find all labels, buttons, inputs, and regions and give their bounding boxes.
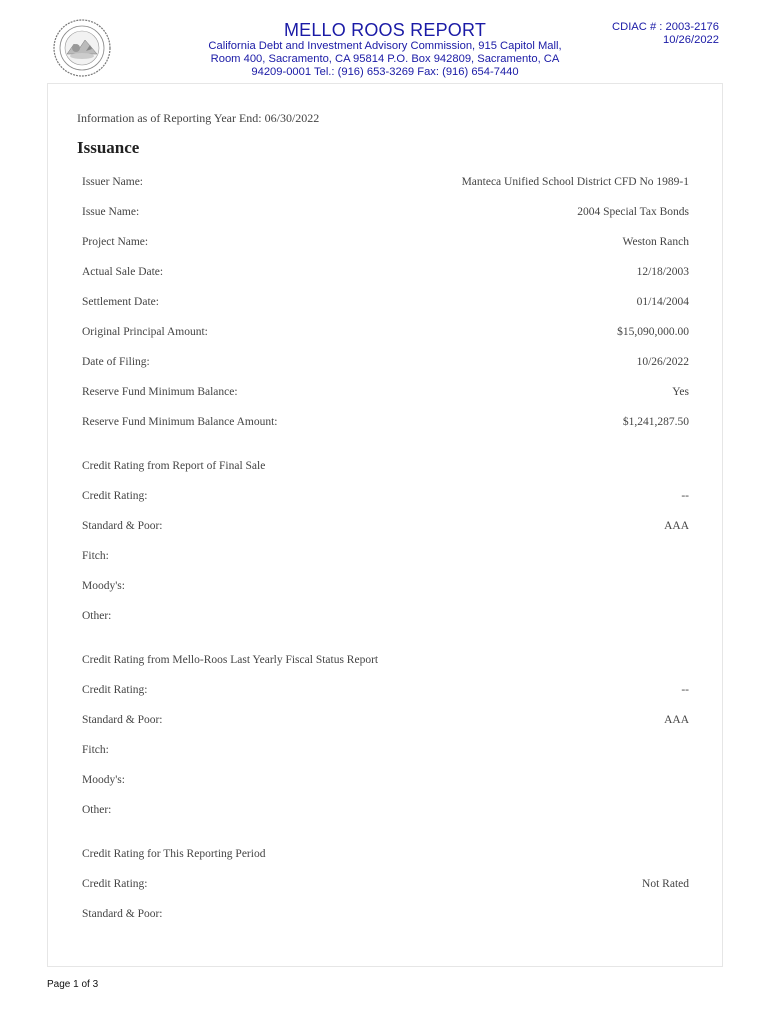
field-label: Fitch: bbox=[82, 744, 109, 756]
field-label: Other: bbox=[82, 804, 112, 816]
field-label: Credit Rating: bbox=[82, 684, 148, 696]
rating-row-moodys bbox=[82, 774, 689, 790]
field-value: -- bbox=[681, 684, 689, 696]
field-row-date-of-filing bbox=[82, 356, 689, 372]
field-label: Standard & Poor: bbox=[82, 908, 163, 920]
field-label: Standard & Poor: bbox=[82, 714, 163, 726]
field-value: Weston Ranch bbox=[622, 236, 689, 248]
field-value: $1,241,287.50 bbox=[622, 416, 689, 428]
rating-row-other bbox=[82, 610, 689, 626]
address-line-3: 94209-0001 Tel.: (916) 653-3269 Fax: (916) 654-7440 bbox=[251, 66, 519, 78]
cdiac-block bbox=[612, 21, 719, 47]
field-value: AAA bbox=[664, 520, 689, 532]
address-line-2: Room 400, Sacramento, CA 95814 P.O. Box 942809, Sacramento, CA bbox=[210, 53, 560, 65]
subheading-last-yearly: Credit Rating from Mello-Roos Last Yearly Fiscal Status Report bbox=[82, 654, 379, 666]
field-value: Yes bbox=[672, 386, 689, 398]
field-label: Moody's: bbox=[82, 580, 125, 592]
rating-row-credit-rating bbox=[82, 490, 689, 506]
field-value: -- bbox=[681, 490, 689, 502]
rating-row-credit-rating bbox=[82, 878, 689, 894]
rating-row-moodys bbox=[82, 580, 689, 596]
field-label: Date of Filing: bbox=[82, 356, 150, 368]
field-row-issuer-name bbox=[82, 176, 689, 192]
field-label: Original Principal Amount: bbox=[82, 326, 208, 338]
rating-row-fitch bbox=[82, 744, 689, 760]
field-label: Standard & Poor: bbox=[82, 520, 163, 532]
rating-row-standard-poor bbox=[82, 520, 689, 536]
report-date: 10/26/2022 bbox=[663, 34, 719, 46]
field-label: Other: bbox=[82, 610, 112, 622]
field-value: 10/26/2022 bbox=[636, 356, 689, 368]
field-row-original-principal bbox=[82, 326, 689, 342]
rating-row-fitch bbox=[82, 550, 689, 566]
field-value: 01/14/2004 bbox=[636, 296, 689, 308]
cdiac-number: CDIAC # : 2003-2176 bbox=[612, 21, 719, 33]
field-label: Reserve Fund Minimum Balance: bbox=[82, 386, 238, 398]
field-label: Project Name: bbox=[82, 236, 149, 248]
rating-row-other bbox=[82, 804, 689, 820]
california-state-seal-icon bbox=[52, 18, 112, 78]
field-row-reserve-fund-amount bbox=[82, 416, 689, 432]
field-value: Manteca Unified School District CFD No 1989-1 bbox=[461, 176, 689, 188]
field-value: Not Rated bbox=[642, 878, 689, 890]
page-number: Page 1 of 3 bbox=[47, 979, 99, 990]
field-value: 12/18/2003 bbox=[636, 266, 689, 278]
field-label: Issuer Name: bbox=[82, 176, 143, 188]
address-line-1: California Debt and Investment Advisory Commission, 915 Capitol Mall, bbox=[208, 40, 562, 52]
rating-row-standard-poor bbox=[82, 908, 689, 924]
field-label: Settlement Date: bbox=[82, 296, 159, 308]
field-label: Moody's: bbox=[82, 774, 125, 786]
field-row-actual-sale-date bbox=[82, 266, 689, 282]
rating-row-standard-poor bbox=[82, 714, 689, 730]
field-label: Reserve Fund Minimum Balance Amount: bbox=[82, 416, 278, 428]
field-value: $15,090,000.00 bbox=[617, 326, 689, 338]
rating-row-credit-rating bbox=[82, 684, 689, 700]
report-title: MELLO ROOS REPORT bbox=[283, 20, 487, 40]
field-label: Credit Rating: bbox=[82, 878, 148, 890]
subheading-this-period: Credit Rating for This Reporting Period bbox=[82, 848, 266, 860]
subheading-final-sale: Credit Rating from Report of Final Sale bbox=[82, 460, 266, 472]
reporting-year-info: Information as of Reporting Year End: 06/30/2022 bbox=[77, 111, 320, 125]
field-row-project-name bbox=[82, 236, 689, 252]
field-label: Actual Sale Date: bbox=[82, 266, 164, 278]
field-row-settlement-date bbox=[82, 296, 689, 312]
field-row-issue-name bbox=[82, 206, 689, 222]
section-title-issuance: Issuance bbox=[77, 138, 140, 157]
field-label: Fitch: bbox=[82, 550, 109, 562]
field-value: AAA bbox=[664, 714, 689, 726]
field-row-reserve-fund-min bbox=[82, 386, 689, 402]
field-value: 2004 Special Tax Bonds bbox=[577, 206, 689, 218]
field-label: Credit Rating: bbox=[82, 490, 148, 502]
field-label: Issue Name: bbox=[82, 206, 140, 218]
commission-address bbox=[190, 40, 580, 79]
